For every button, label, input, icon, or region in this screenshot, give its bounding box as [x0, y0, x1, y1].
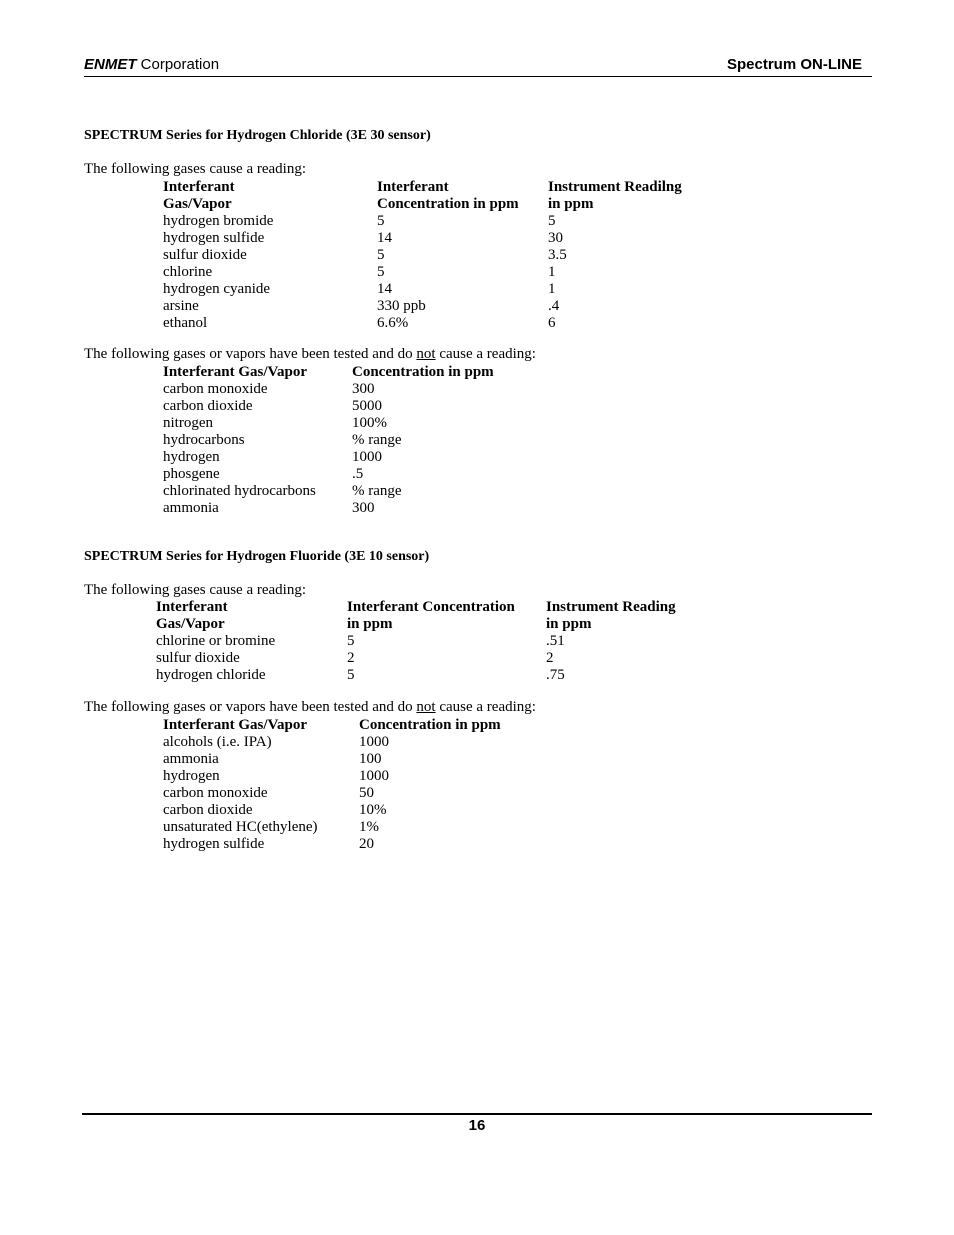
table-cell: carbon dioxide [163, 398, 253, 414]
table-cell: carbon dioxide [163, 802, 253, 818]
table-cell: % range [352, 483, 402, 499]
table-cell: chlorine [163, 264, 213, 280]
table-cell: hydrogen cyanide [163, 281, 271, 297]
table-cell: nitrogen [163, 415, 213, 431]
table-header-row [163, 179, 682, 213]
table-cell: phosgene [163, 466, 220, 482]
table-cell: 5 [377, 247, 385, 263]
table-cell: 14 [377, 230, 392, 246]
table-cell: .4 [548, 298, 560, 314]
table-cell: 14 [377, 281, 392, 297]
table-cell: alcohols (i.e. IPA) [163, 734, 272, 750]
table-cell: 3.5 [548, 247, 567, 263]
table-cell: 100 [359, 751, 382, 767]
table-row [163, 281, 682, 298]
table-cell: 330 ppb [377, 298, 426, 314]
table-row [163, 398, 494, 415]
table-cell: hydrogen [163, 768, 220, 784]
table-cell: 300 [352, 381, 375, 397]
table-row [163, 381, 494, 398]
hcl-cause-table [163, 179, 682, 332]
table-cell: 6.6% [377, 315, 409, 331]
table-cell: 1% [359, 819, 379, 835]
table-cell: 1000 [352, 449, 382, 465]
table-row [163, 449, 494, 466]
table-cell: 50 [359, 785, 374, 801]
table-row [163, 836, 501, 853]
table-row [163, 483, 494, 500]
hf-nocause-intro: The following gases or vapors have been tested and do not cause a reading: [84, 699, 536, 715]
hcl-nocause-intro: The following gases or vapors have been tested and do not cause a reading: [84, 346, 536, 362]
table-cell: % range [352, 432, 402, 448]
table-cell: .5 [352, 466, 364, 482]
table-row [163, 768, 501, 785]
table-row [163, 734, 501, 751]
table-cell: carbon monoxide [163, 381, 268, 397]
table-cell: 300 [352, 500, 375, 516]
emphasis-not: not [416, 346, 436, 362]
column-header: Interferant Concentration in ppm [347, 599, 515, 632]
table-cell: hydrocarbons [163, 432, 245, 448]
header-company [84, 56, 219, 73]
table-cell: hydrogen bromide [163, 213, 274, 229]
table-cell: hydrogen [163, 449, 220, 465]
table-cell: 10% [359, 802, 387, 818]
table-row [163, 415, 494, 432]
table-cell: 1000 [359, 734, 389, 750]
company-suffix: Corporation [136, 56, 220, 73]
table-cell: 30 [548, 230, 563, 246]
table-row [163, 213, 682, 230]
table-row [163, 819, 501, 836]
hf-cause-intro: The following gases cause a reading: [84, 582, 307, 598]
table-row [163, 785, 501, 802]
table-cell: 20 [359, 836, 374, 852]
column-header: Concentration in ppm [352, 364, 494, 380]
table-header-row [163, 364, 494, 381]
table-cell: 6 [548, 315, 556, 331]
table-header-row [156, 599, 676, 633]
table-row [163, 432, 494, 449]
table-row [163, 298, 682, 315]
table-cell: .51 [546, 633, 565, 649]
table-row [156, 650, 676, 667]
column-header: Instrument Readilng in ppm [548, 179, 682, 212]
table-cell: 5000 [352, 398, 382, 414]
company-brand: ENMET [84, 56, 137, 73]
table-row [156, 633, 676, 650]
table-cell: hydrogen sulfide [163, 230, 265, 246]
table-cell: 2 [546, 650, 554, 666]
table-cell: unsaturated HC(ethylene) [163, 819, 318, 835]
footer-divider [82, 1113, 872, 1115]
section-title-hcl: SPECTRUM Series for Hydrogen Chloride (3E 30 sensor) [84, 128, 431, 143]
table-cell: hydrogen chloride [156, 667, 266, 683]
column-header: Interferant Concentration in ppm [377, 179, 519, 212]
table-cell: 5 [377, 264, 385, 280]
table-header-row [163, 717, 501, 734]
table-cell: 2 [347, 650, 355, 666]
table-cell: chlorine or bromine [156, 633, 276, 649]
emphasis-not: not [416, 699, 436, 715]
column-header: Concentration in ppm [359, 717, 501, 733]
column-header: Interferant Gas/Vapor [156, 599, 228, 632]
table-cell: ammonia [163, 751, 219, 767]
table-cell: 5 [548, 213, 556, 229]
table-cell: arsine [163, 298, 199, 314]
column-header: Interferant Gas/Vapor [163, 364, 308, 380]
table-row [163, 751, 501, 768]
section-title-hf: SPECTRUM Series for Hydrogen Fluoride (3E 10 sensor) [84, 549, 430, 564]
page-header [84, 56, 872, 77]
table-cell: 5 [377, 213, 385, 229]
hf-nocause-table [163, 717, 501, 853]
header-product: Spectrum ON-LINE [726, 56, 862, 73]
page-number: 16 [468, 1117, 486, 1134]
table-row [163, 230, 682, 247]
column-header: Instrument Reading in ppm [546, 599, 676, 632]
table-cell: ethanol [163, 315, 208, 331]
table-cell: hydrogen sulfide [163, 836, 265, 852]
table-row [163, 264, 682, 281]
table-row [163, 466, 494, 483]
table-cell: carbon monoxide [163, 785, 268, 801]
table-row [163, 315, 682, 332]
table-row [156, 667, 676, 684]
table-cell: .75 [546, 667, 565, 683]
column-header: Interferant Gas/Vapor [163, 179, 235, 212]
hf-cause-table [156, 599, 676, 684]
table-row [163, 247, 682, 264]
table-cell: 5 [347, 633, 355, 649]
table-cell: 1 [548, 264, 556, 280]
table-cell: 100% [352, 415, 387, 431]
table-cell: sulfur dioxide [163, 247, 247, 263]
column-header: Interferant Gas/Vapor [163, 717, 308, 733]
table-row [163, 500, 494, 517]
hcl-cause-intro: The following gases cause a reading: [84, 161, 307, 177]
table-cell: ammonia [163, 500, 219, 516]
table-cell: 1000 [359, 768, 389, 784]
table-row [163, 802, 501, 819]
table-cell: sulfur dioxide [156, 650, 240, 666]
table-cell: 1 [548, 281, 556, 297]
hcl-nocause-table [163, 364, 494, 517]
table-cell: chlorinated hydrocarbons [163, 483, 316, 499]
table-cell: 5 [347, 667, 355, 683]
